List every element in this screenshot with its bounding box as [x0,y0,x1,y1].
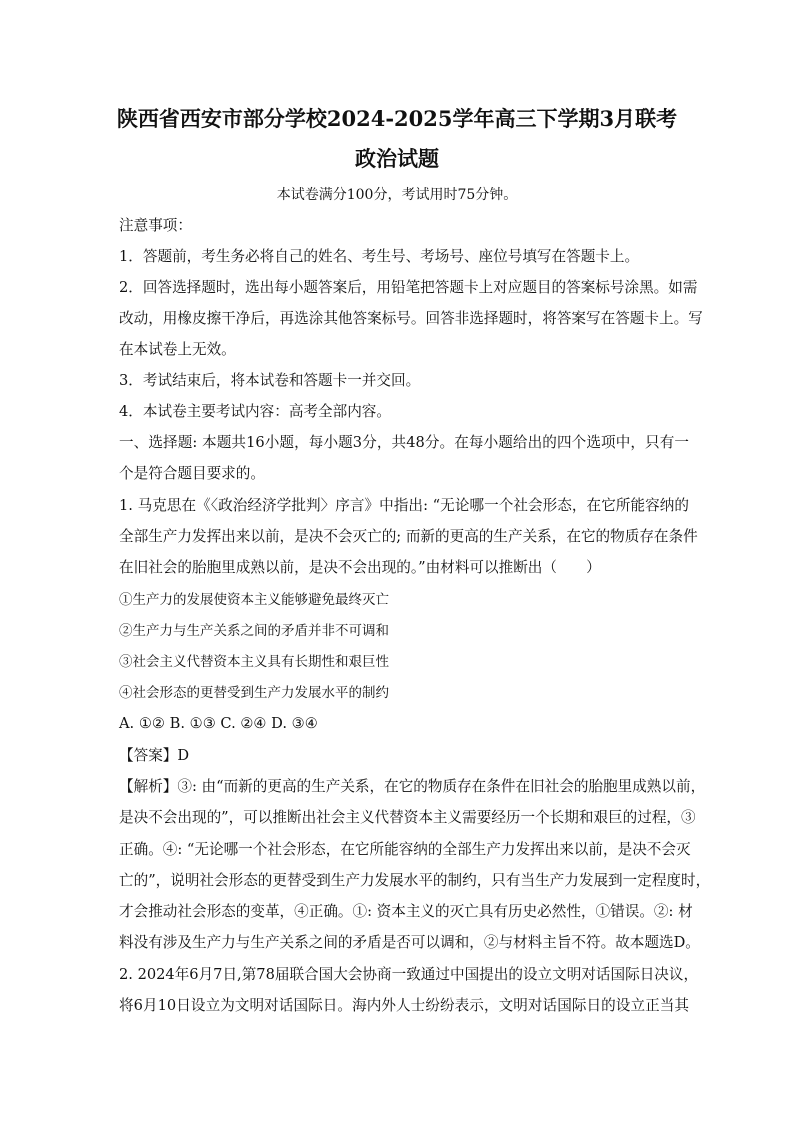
exam-duration-note: 本试卷满分100分，考试用时75分钟。 [276,187,518,203]
question-1-analysis: 才会推动社会形态的变革，④正确。①: 资本主义的灭亡具有历史必然性，①错误。②: 材 [119,903,693,920]
notice-item-continued: 改动，用橡皮擦干净后，再选涂其他答案标号。回答非选择题时，将答案写在答题卡上。写 [119,310,703,327]
section-intro-continued: 个是符合题目要求的。 [119,465,265,482]
notice-heading: 注意事项： [119,217,192,234]
question-1-answer: 【答案】D [119,747,190,764]
notice-item: 1．答题前，考生务必将自己的姓名、考生号、考场号、座位号填写在答题卡上。 [119,248,640,265]
question-1-statement: ①生产力的发展使资本主义能够避免最终灭亡 [119,592,389,608]
notice-item: 4．本试卷主要考试内容：高考全部内容。 [119,403,391,420]
notice-item-continued: 在本试卷上无效。 [119,341,236,358]
question-1-analysis: 正确。④: “无论哪一个社会形态，在它所能容纳的全部生产力发挥出来以前，是决不会灭 [119,841,691,858]
exam-title: 陕西省西安市部分学校2024-2025学年高三下学期3月联考 [116,106,678,131]
notice-item: 2．回答选择题时，选出每小题答案后，用铅笔把答题卡上对应题目的答案标号涂黑。如需 [119,279,698,296]
question-2-stem: 将6月10日设立为文明对话国际日。海内外人士纷纷表示，文明对话国际日的设立正当其 [119,997,689,1014]
question-1-analysis: 料没有涉及生产力与生产关系之间的矛盾是否可以调和，②与材料主旨不符。故本题选D。 [119,934,700,951]
question-1-analysis: 亡的”，说明社会形态的更替受到生产力发展水平的制约，只有当生产力发展到一定程度时， [119,872,711,889]
question-1-stem: 全部生产力发挥出来以前，是决不会灭亡的; 而新的更高的生产关系，在它的物质存在条件 [119,528,698,545]
question-1-analysis: 【解析】③: 由“而新的更高的生产关系，在它的物质存在条件在旧社会的胎胞里成熟以前， [119,778,706,795]
question-1-statement: ③社会主义代替资本主义具有长期性和艰巨性 [119,654,389,670]
question-1-stem: 1. 马克思在《〈政治经济学批判〉序言》中指出: “无论哪一个社会形态，在它所能容纳的 [119,497,689,514]
question-1-statement: ④社会形态的更替受到生产力发展水平的制约 [119,685,389,701]
question-1-stem: 在旧社会的胎胞里成熟以前，是决不会出现的。”由材料可以推断出（ ） [119,559,601,576]
question-1-statement: ②生产力与生产关系之间的矛盾并非不可调和 [119,623,389,639]
question-1-analysis: 是决不会出现的”，可以推断出社会主义代替资本主义需要经历一个长期和艰巨的过程，③ [119,809,696,826]
section-intro: 一、选择题: 本题共16小题，每小题3分，共48分。在每小题给出的四个选项中，只有一 [119,434,689,451]
exam-subject-title: 政治试题 [355,146,439,171]
question-2-stem: 2. 2024年6月7日,第78届联合国大会协商一致通过中国提出的设立文明对话国际日决议， [119,966,699,983]
question-1-choices: A. ①② B. ①③ C. ②④ D. ③④ [119,715,318,732]
notice-item: 3．考试结束后，将本试卷和答题卡一并交回。 [119,372,421,389]
